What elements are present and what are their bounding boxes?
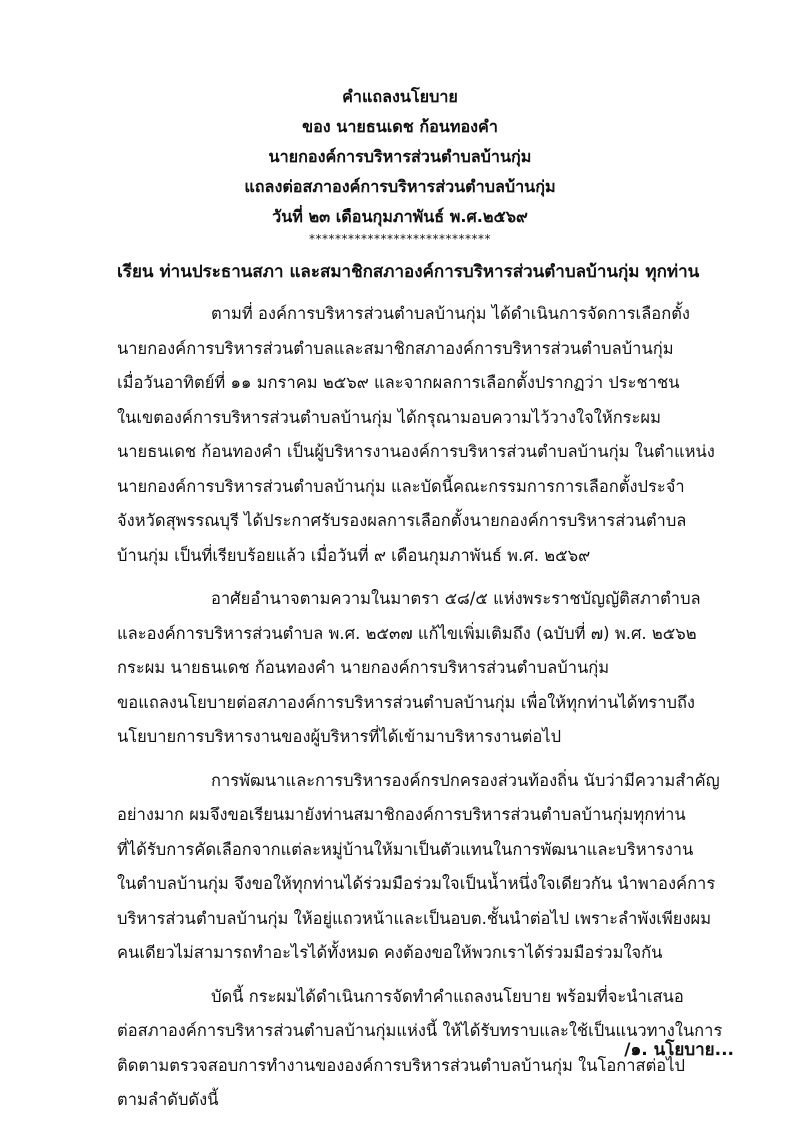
paragraph-line: ขอแถลงนโยบายต่อสภาองค์การบริหารส่วนตำบลบ้านกุ่ม เพื่อให้ทุกท่านได้ทราบถึง xyxy=(117,692,695,712)
paragraph-line: บัดนี้ กระผมได้ดำเนินการจัดทำคำแถลงนโยบาย พร้อมที่จะนำเสนอ xyxy=(211,986,684,1006)
paragraph-line: เมื่อวันอาทิตย์ที่ ๑๑ มกราคม ๒๕๖๙ และจากผลการเลือกตั้งปรากฏว่า ประชาชน xyxy=(117,373,680,392)
paragraph-line: ตามที่ องค์การบริหารส่วนตำบลบ้านกุ่ม ได้ดำเนินการจัดการเลือกตั้ง xyxy=(211,304,690,323)
document-body xyxy=(117,297,767,1127)
paragraph-line: คนเดียวไม่สามารถทำอะไรได้ทั้งหมด คงต้องขอให้พวกเราได้ร่วมมือร่วมใจกัน xyxy=(117,943,663,962)
header-speaker: ของ นายธนเดช ก้อนทองคำ xyxy=(302,117,498,136)
header-audience: แถลงต่อสภาองค์การบริหารส่วนตำบลบ้านกุ่ม xyxy=(244,177,556,196)
paragraph-line: จังหวัดสุพรรณบุรี ได้ประกาศรับรองผลการเลือกตั้งนายกองค์การบริหารส่วนตำบล xyxy=(117,511,687,530)
paragraph-line: นโยบายการบริหารงานของผู้บริหารที่ได้เข้ามาบริหารงานต่อไป xyxy=(117,727,562,746)
document-header xyxy=(0,82,800,232)
paragraph-line: นายธนเดช ก้อนทองคำ เป็นผู้บริหารงานองค์การบริหารส่วนตำบลบ้านกุ่ม ในตำแหน่ง xyxy=(117,442,715,461)
header-position: นายกองค์การบริหารส่วนตำบลบ้านกุ่ม xyxy=(268,147,532,166)
paragraph-line: นายกองค์การบริหารส่วนตำบลบ้านกุ่ม และบัดนี้คณะกรรมการการเลือกตั้งประจำ xyxy=(117,476,685,496)
header-date: วันที่ ๒๓ เดือนกุมภาพันธ์ พ.ศ.๒๕๖๙ xyxy=(272,207,528,226)
salutation: เรียน ท่านประธานสภา และสมาชิกสภาองค์การบริหารส่วนตำบลบ้านกุ่ม ทุกท่าน xyxy=(117,262,700,282)
paragraph-line: ติดตามตรวจสอบการทำงานขององค์การบริหารส่วนตำบลบ้านกุ่ม ในโอกาสต่อไป xyxy=(117,1055,685,1075)
paragraph-line: และองค์การบริหารส่วนตำบล พ.ศ. ๒๕๓๗ แก้ไขเพิ่มเติมถึง (ฉบับที่ ๗) พ.ศ. ๒๕๖๒ xyxy=(117,623,697,643)
paragraph-line: นายกองค์การบริหารส่วนตำบลและสมาชิกสภาองค์การบริหารส่วนตำบลบ้านกุ่ม xyxy=(117,338,674,358)
asterisk-divider: **************************** xyxy=(309,232,491,246)
paragraph-3 xyxy=(117,764,767,971)
paragraph-line: กระผม นายธนเดช ก้อนทองคำ นายกองค์การบริหารส่วนตำบลบ้านกุ่ม xyxy=(117,658,610,677)
paragraph-line: อย่างมาก ผมจึงขอเรียนมายังท่านสมาชิกองค์การบริหารส่วนตำบลบ้านกุ่มทุกท่าน xyxy=(117,805,686,824)
paragraph-line: ในตำบลบ้านกุ่ม จึงขอให้ทุกท่านได้ร่วมมือร่วมใจเป็นน้ำหนึ่งใจเดียวกัน นำพาองค์การ xyxy=(117,874,716,893)
paragraph-line: ต่อสภาองค์การบริหารส่วนตำบลบ้านกุ่มแห่งนี้ ให้ได้รับทราบและใช้เป็นแนวทางในการ xyxy=(117,1021,723,1040)
paragraph-line: การพัฒนาและการบริหารองค์กรปกครองส่วนท้องถิ่น นับว่ามีความสำคัญ xyxy=(211,770,720,790)
paragraph-line: ในเขตองค์การบริหารส่วนตำบลบ้านกุ่ม ได้กรุณามอบความไว้วางใจให้กระผม xyxy=(117,407,661,427)
paragraph-line: บ้านกุ่ม เป็นที่เรียบร้อยแล้ว เมื่อวันที่ ๙ เดือนกุมภาพันธ์ พ.ศ. ๒๕๖๙ xyxy=(117,545,591,565)
continuation-note: /๑. นโยบาย... xyxy=(624,1040,734,1060)
paragraph-1 xyxy=(117,297,767,573)
paragraph-line: ตามลำดับดังนี้ xyxy=(117,1090,219,1109)
header-title: คำแถลงนโยบาย xyxy=(342,87,458,106)
paragraph-2 xyxy=(117,582,767,755)
paragraph-line: อาศัยอำนาจตามความในมาตรา ๕๘/๕ แห่งพระราชบัญญัติสภาตำบล xyxy=(211,589,701,608)
paragraph-line: ที่ได้รับการคัดเลือกจากแต่ละหมู่บ้านให้มาเป็นตัวแทนในการพัฒนาและบริหารงาน xyxy=(117,839,694,859)
paragraph-line: บริหารส่วนตำบลบ้านกุ่ม ให้อยู่แถวหน้าและเป็นอบต.ชั้นนำต่อไป เพราะลำพังเพียงผม xyxy=(117,908,712,928)
